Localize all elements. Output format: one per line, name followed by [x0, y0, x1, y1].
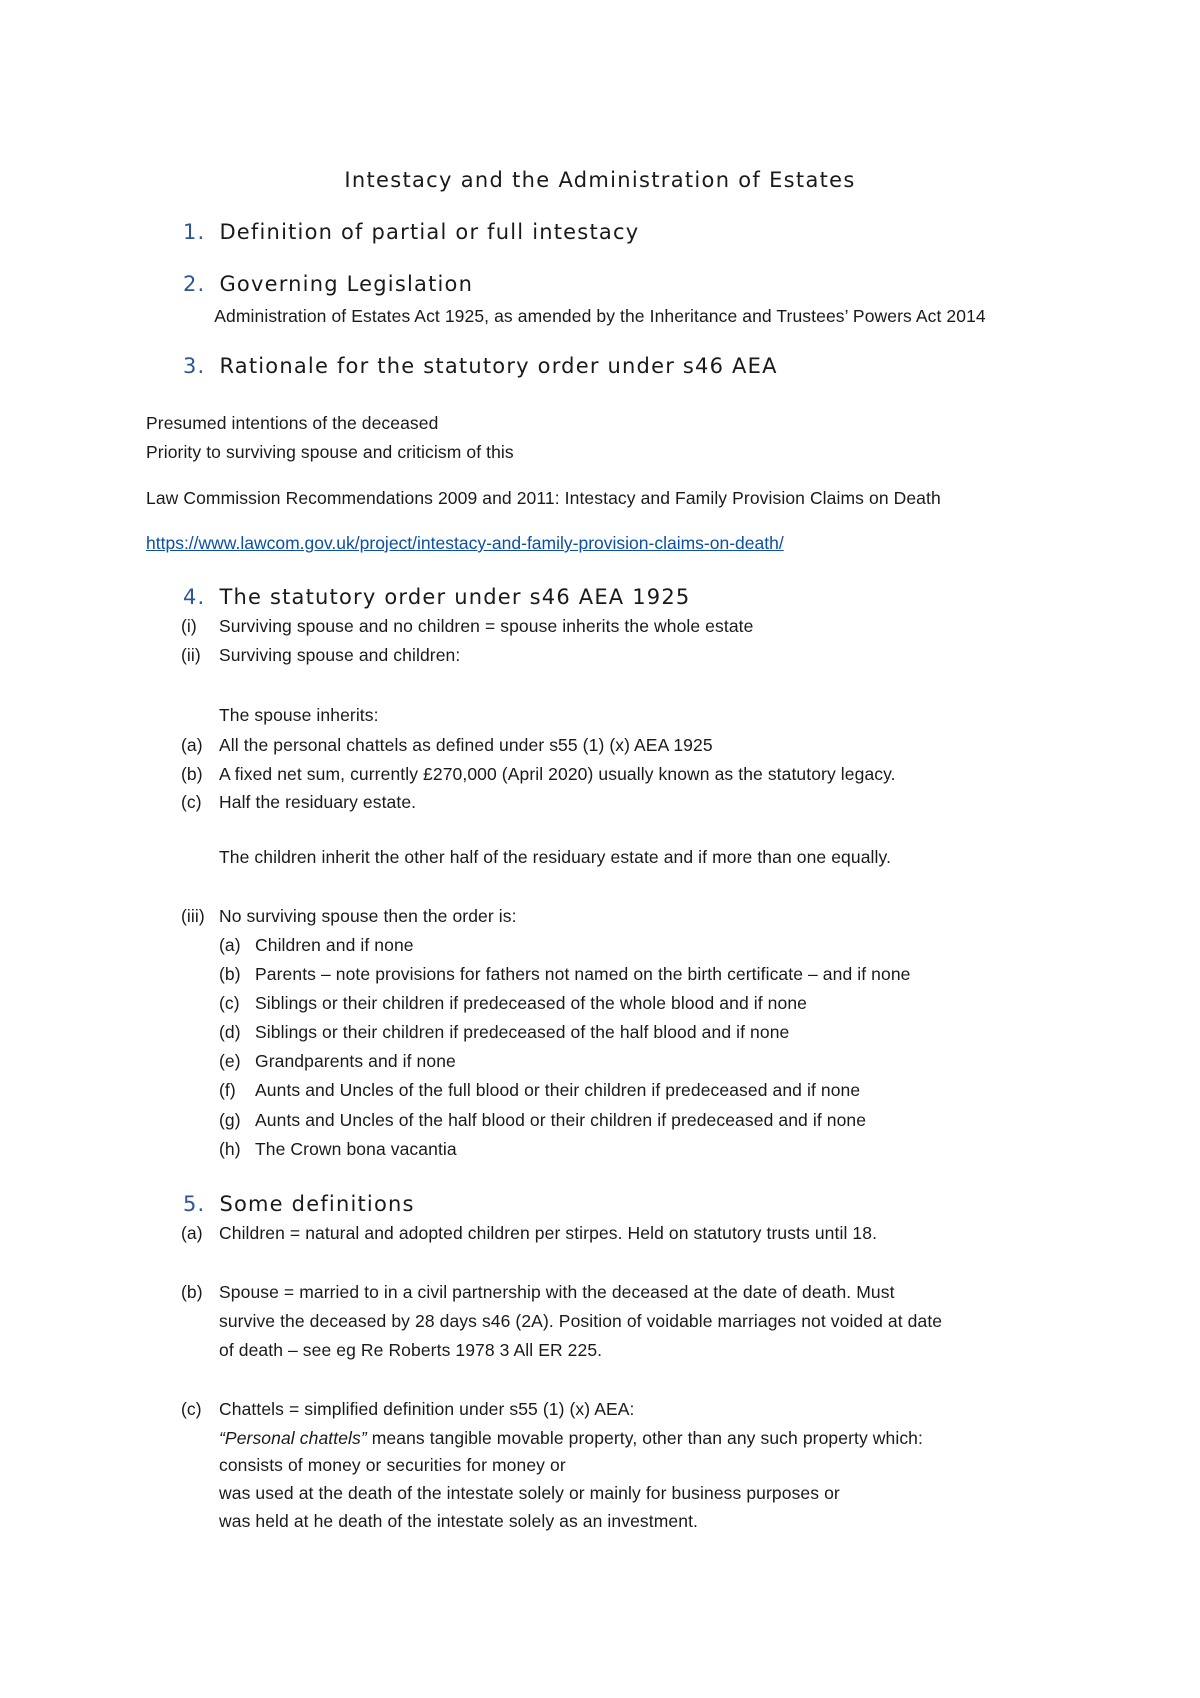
list-text: Siblings or their children if predeceased of the whole blood and if none: [255, 993, 807, 1013]
section-3-heading: [183, 354, 778, 378]
list-label: (h): [219, 1139, 241, 1159]
list-label: (c): [219, 993, 240, 1013]
list-label: (iii): [181, 906, 205, 926]
law-commission-link[interactable]: https://www.lawcom.gov.uk/project/intestacy-and-family-provision-claims-on-death/: [146, 533, 784, 553]
section-1-heading: [183, 220, 639, 244]
section-5-title: Some definitions: [219, 1192, 415, 1216]
list-label: (ii): [181, 645, 201, 665]
list-item: [181, 1399, 635, 1420]
section-1-number: 1.: [183, 220, 206, 244]
list-label: (d): [219, 1022, 241, 1042]
list-item: [219, 964, 911, 985]
spouse-inherits-text: The spouse inherits:: [219, 705, 379, 725]
list-text: Grandparents and if none: [255, 1051, 456, 1071]
governing-legislation-text: Administration of Estates Act 1925, as amended by the Inheritance and Trustees’ Powers Act 2014: [214, 306, 986, 326]
section-4-number: 4.: [183, 585, 206, 609]
chattels-definition-line-4: was used at the death of the intestate solely or mainly for business purposes or: [219, 1483, 840, 1503]
section-1-title: Definition of partial or full intestacy: [219, 220, 640, 244]
list-text: Chattels = simplified definition under s55 (1) (x) AEA:: [219, 1399, 635, 1419]
list-item: [219, 1110, 866, 1131]
children-inherit-text: The children inherit the other half of the residuary estate and if more than one equally.: [219, 847, 892, 867]
section-4-heading: [183, 585, 690, 609]
list-item: [219, 935, 414, 956]
list-label: (a): [219, 935, 241, 955]
list-text: Half the residuary estate.: [219, 792, 417, 812]
list-item: [181, 792, 416, 813]
chattels-definition-line-3: consists of money or securities for money or: [219, 1455, 566, 1475]
section-2-number: 2.: [183, 272, 206, 296]
section-2-heading: [183, 272, 473, 296]
list-text: Aunts and Uncles of the full blood or their children if predeceased and if none: [255, 1080, 861, 1100]
list-label: (a): [181, 1223, 203, 1243]
list-item: [181, 616, 753, 637]
list-label: (f): [219, 1080, 236, 1100]
list-label: (e): [219, 1051, 241, 1071]
section-3-number: 3.: [183, 354, 206, 378]
chattels-definition-rest: means tangible movable property, other than any such property which:: [366, 1428, 923, 1448]
section-4-title: The statutory order under s46 AEA 1925: [219, 585, 691, 609]
list-text: No surviving spouse then the order is:: [219, 906, 517, 926]
list-item: [181, 1223, 877, 1244]
document-title: Intestacy and the Administration of Estates: [344, 168, 856, 192]
list-item: [181, 906, 517, 927]
list-label: (i): [181, 616, 197, 636]
list-label: (a): [181, 735, 203, 755]
spouse-definition-line-2: survive the deceased by 28 days s46 (2A). Position of voidable marriages not voided at date: [219, 1311, 943, 1331]
section-5-number: 5.: [183, 1192, 206, 1216]
list-label: (c): [181, 1399, 202, 1419]
list-text: Surviving spouse and children:: [219, 645, 461, 665]
list-label: (g): [219, 1110, 241, 1130]
list-label: (c): [181, 792, 202, 812]
list-text: Spouse = married to in a civil partnership with the deceased at the date of death. Must: [219, 1282, 895, 1302]
list-text: Surviving spouse and no children = spouse inherits the whole estate: [219, 616, 754, 636]
list-item: [181, 735, 713, 756]
rationale-line-1: Presumed intentions of the deceased: [146, 413, 439, 433]
list-item: [181, 764, 896, 785]
list-text: Children and if none: [255, 935, 414, 955]
list-item: [219, 1022, 789, 1043]
chattels-definition-line-2: [219, 1428, 923, 1449]
section-2-title: Governing Legislation: [219, 272, 474, 296]
list-text: All the personal chattels as defined under s55 (1) (x) AEA 1925: [219, 735, 713, 755]
section-5-heading: [183, 1192, 415, 1216]
list-item: [219, 1139, 457, 1160]
list-label: (b): [181, 1282, 203, 1302]
list-label: (b): [181, 764, 203, 784]
list-item: [219, 993, 807, 1014]
rationale-line-2: Priority to surviving spouse and criticism of this: [146, 442, 514, 462]
list-text: The Crown bona vacantia: [255, 1139, 457, 1159]
list-text: A fixed net sum, currently £270,000 (April 2020) usually known as the statutory legacy.: [219, 764, 896, 784]
spouse-definition-line-3: of death – see eg Re Roberts 1978 3 All ER 225.: [219, 1340, 603, 1360]
list-text: Parents – note provisions for fathers not named on the birth certificate – and if none: [255, 964, 911, 984]
law-commission-text: Law Commission Recommendations 2009 and 2011: Intestacy and Family Provision Claims on Death: [146, 488, 941, 508]
list-item: [181, 1282, 895, 1303]
list-item: [219, 1051, 456, 1072]
list-label: (b): [219, 964, 241, 984]
list-text: Siblings or their children if predeceased of the half blood and if none: [255, 1022, 790, 1042]
list-item: [181, 645, 460, 666]
list-text: Children = natural and adopted children per stirpes. Held on statutory trusts until 18.: [219, 1223, 878, 1243]
section-3-title: Rationale for the statutory order under s46 AEA: [219, 354, 778, 378]
chattels-definition-line-5: was held at he death of the intestate solely as an investment.: [219, 1511, 698, 1531]
list-item: [219, 1080, 860, 1101]
personal-chattels-term: “Personal chattels”: [219, 1428, 367, 1448]
list-text: Aunts and Uncles of the half blood or their children if predeceased and if none: [255, 1110, 867, 1130]
